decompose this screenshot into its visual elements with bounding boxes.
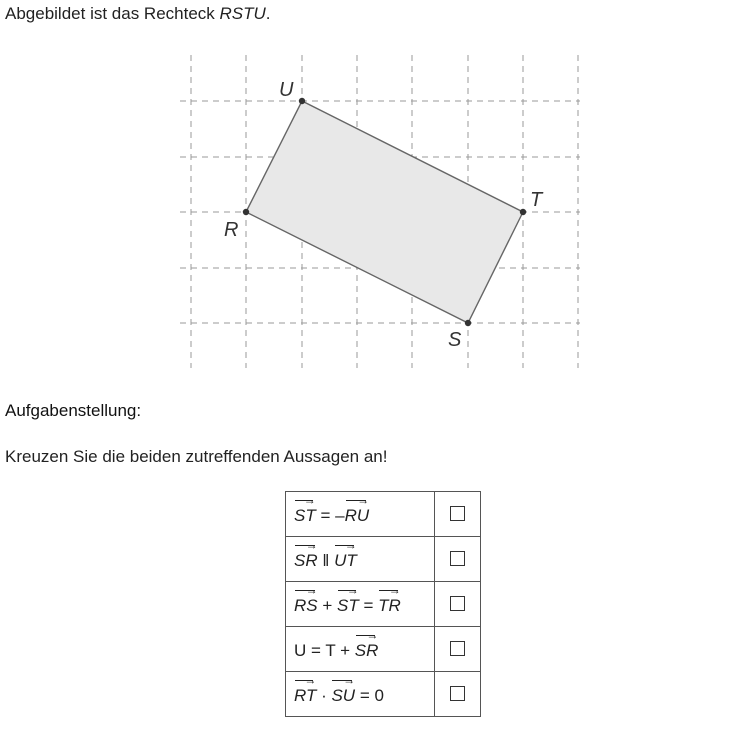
statement-text <box>286 672 435 717</box>
statement-row <box>286 627 481 672</box>
operator-text: = <box>358 596 379 615</box>
rectangle-rstu <box>246 101 523 323</box>
empty-checkbox-icon[interactable] <box>450 506 465 521</box>
vector: TR → <box>378 592 401 616</box>
operator-text: + <box>317 596 337 615</box>
vector: RT → <box>294 682 316 706</box>
empty-checkbox-icon[interactable] <box>450 686 465 701</box>
point-u <box>299 98 305 104</box>
empty-checkbox-icon[interactable] <box>450 596 465 611</box>
point-t <box>520 209 526 215</box>
label-t: T <box>530 189 543 211</box>
vector: RU → <box>345 502 370 526</box>
statements-table <box>285 491 481 717</box>
intro-lead: Abgebildet ist das Rechteck <box>5 4 220 23</box>
label-r: R <box>224 219 239 241</box>
statement-text <box>286 627 435 672</box>
point-s <box>465 320 471 326</box>
empty-checkbox-icon[interactable] <box>450 641 465 656</box>
vector: SR → <box>355 637 379 661</box>
label-u: U <box>279 79 294 101</box>
operator-text: = 0 <box>355 686 384 705</box>
intro-end: . <box>265 4 271 23</box>
task-heading: Aufgabenstellung: <box>5 401 142 420</box>
statement-text <box>286 582 435 627</box>
statement-text <box>286 537 435 582</box>
vector: SR → <box>294 547 318 571</box>
operator-text: · <box>316 686 332 705</box>
statement-row <box>286 537 481 582</box>
statement-text <box>286 492 435 537</box>
vector: ST → <box>337 592 359 616</box>
checkbox-cell <box>435 582 481 627</box>
statement-row <box>286 672 481 717</box>
operator-text: ǁ <box>317 551 335 570</box>
checkbox-cell <box>435 672 481 717</box>
vector: RS → <box>294 592 318 616</box>
vector: UT → <box>334 547 357 571</box>
vector: ST → <box>294 502 316 526</box>
statement-row <box>286 582 481 627</box>
empty-checkbox-icon[interactable] <box>450 551 465 566</box>
shape-name: RSTU <box>219 4 266 23</box>
vector: SU → <box>331 682 355 706</box>
statement-row <box>286 492 481 537</box>
point-r <box>243 209 249 215</box>
checkbox-cell <box>435 627 481 672</box>
checkbox-cell <box>435 537 481 582</box>
operator-text: U = T + <box>294 641 355 660</box>
operator-text: = – <box>315 506 345 525</box>
task-instruction: Kreuzen Sie die beiden zutreffenden Aussagen an! <box>5 447 388 466</box>
checkbox-cell <box>435 492 481 537</box>
label-s: S <box>448 329 462 351</box>
